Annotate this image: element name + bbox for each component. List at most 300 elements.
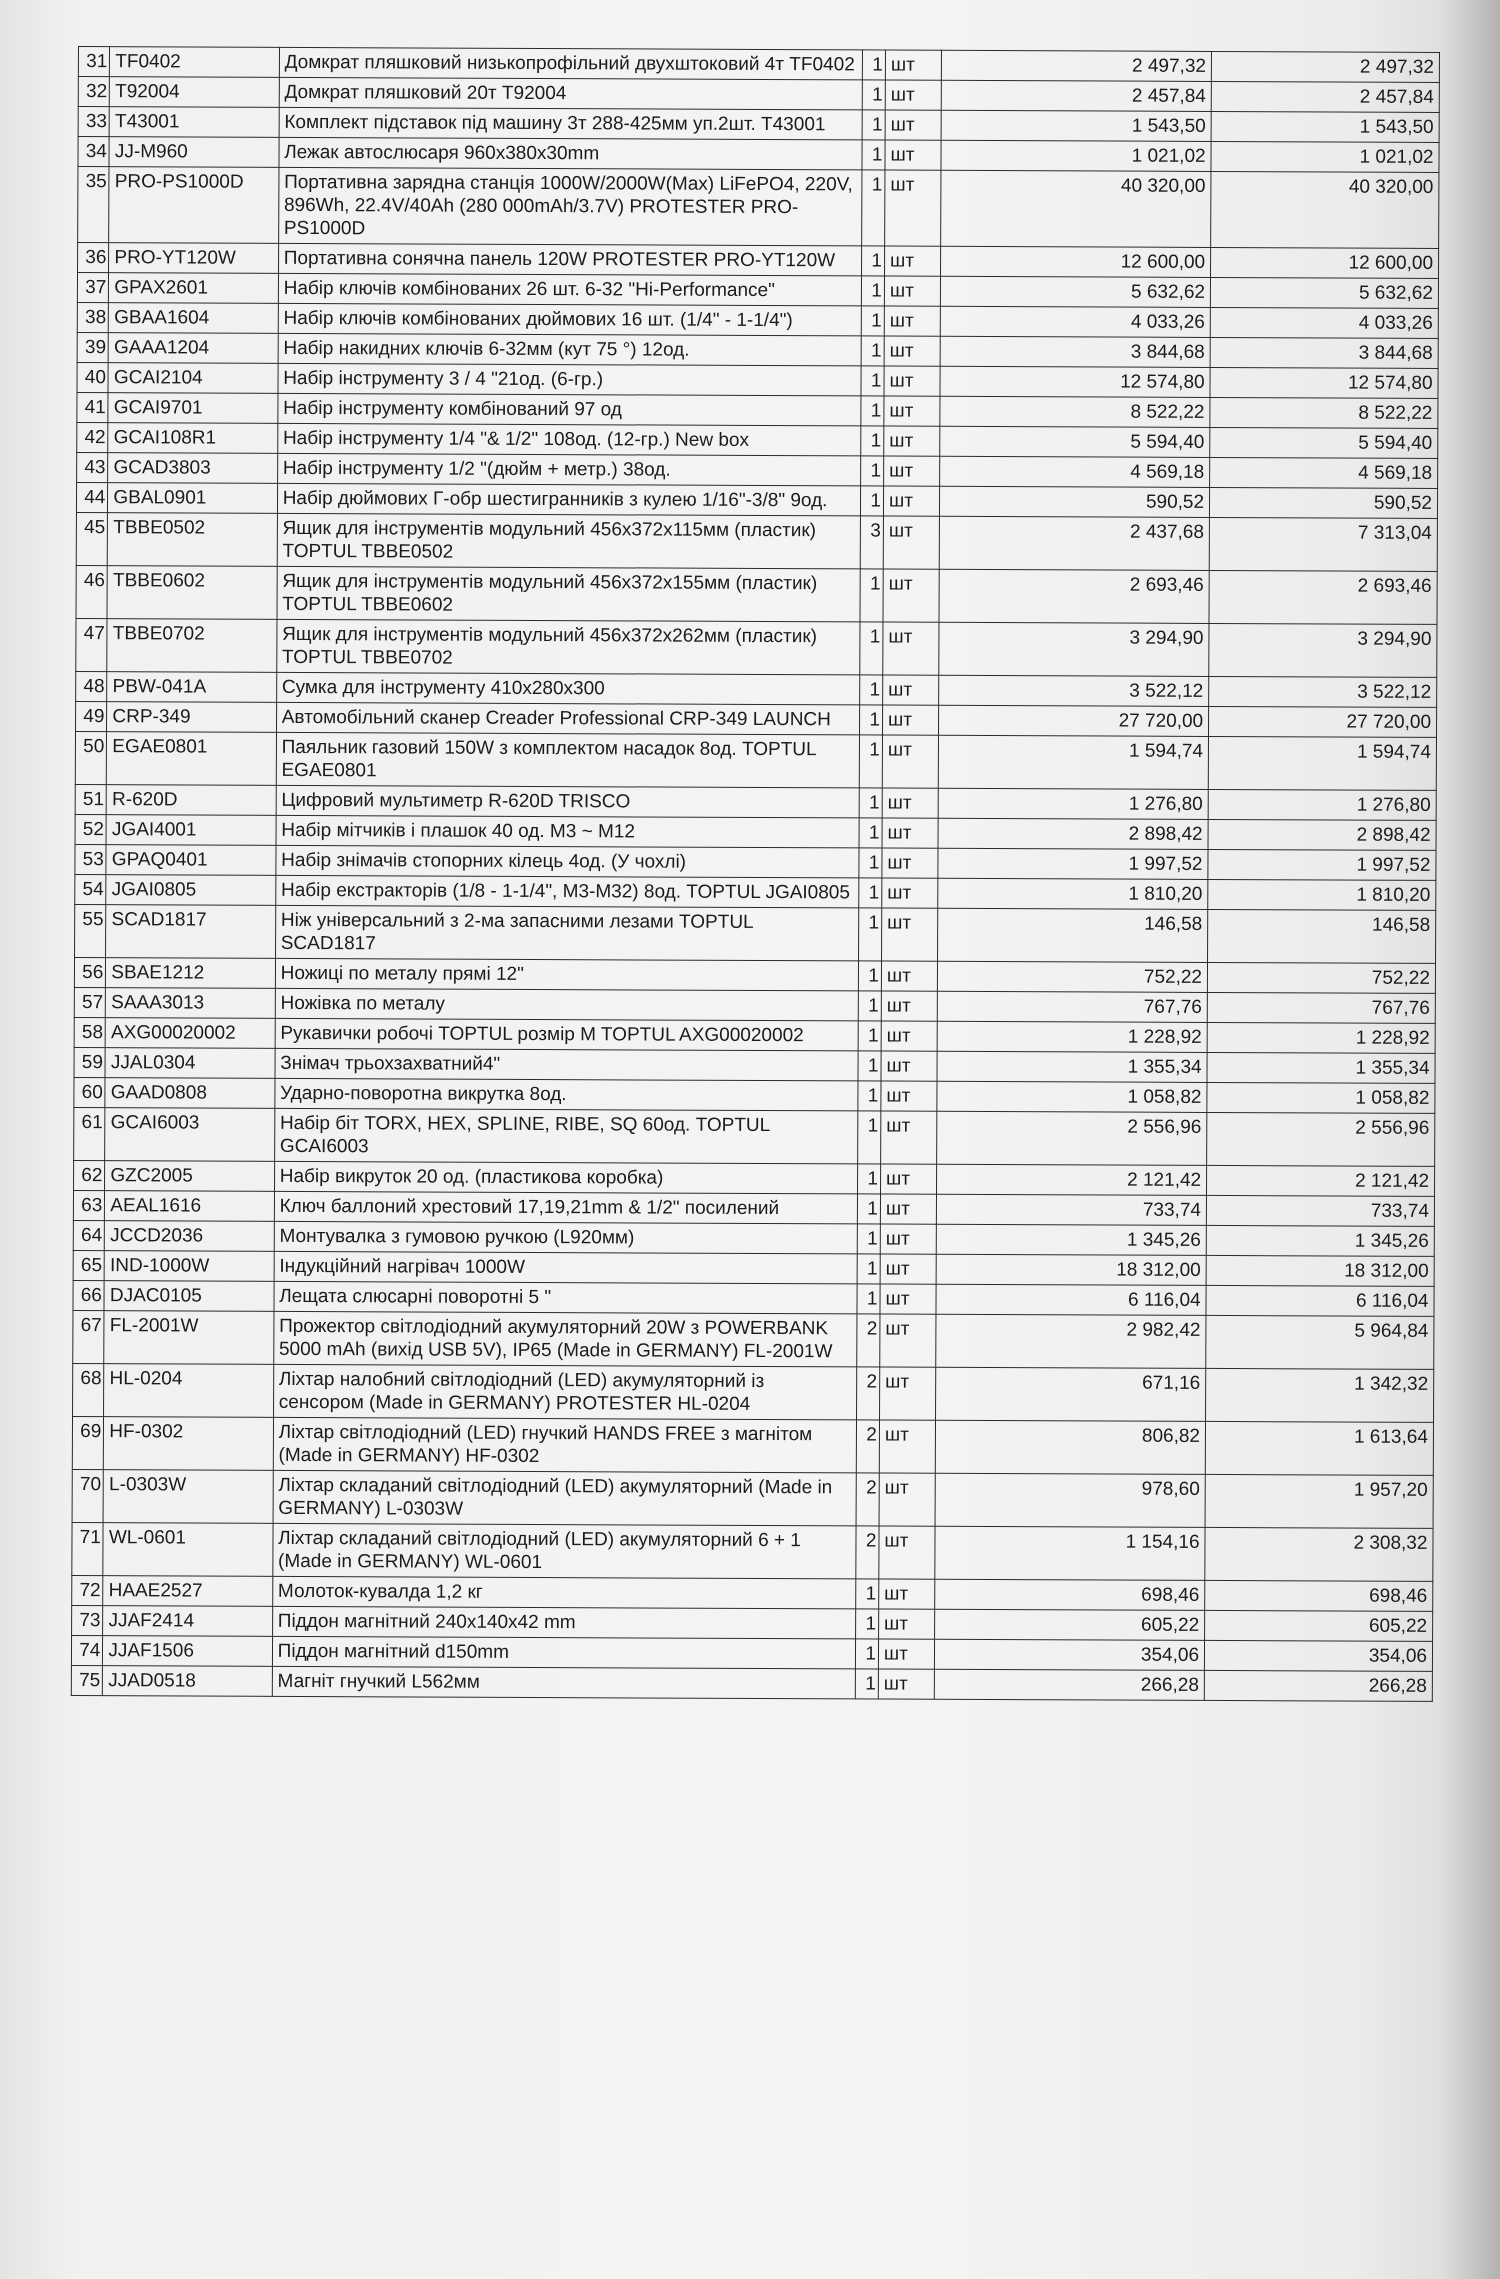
product-code: GPAQ0401 [106, 845, 275, 876]
product-code: TBBE0702 [107, 619, 277, 673]
product-code: GCAI2104 [108, 363, 277, 394]
product-code: PBW-041A [107, 672, 276, 703]
table-row [72, 1416, 1433, 1475]
product-name: Прожектор світлодіодний акумуляторний 20W з POWERBANK 5000 mAh (вихід USB 5V), IP65 (Made in GERMANY) FL-2001W [273, 1311, 857, 1367]
unit-price: 605,22 [935, 1609, 1205, 1640]
line-total: 1 342,32 [1206, 1368, 1434, 1422]
line-total: 698,46 [1205, 1580, 1433, 1611]
quantity: 1 [858, 1021, 881, 1051]
product-code: JJAF1506 [103, 1636, 272, 1667]
unit-price: 1 997,52 [938, 848, 1208, 879]
product-name: Цифровий мультиметр R-620D TRISCO [276, 785, 859, 818]
quantity: 1 [859, 705, 882, 735]
product-code: HF-0302 [104, 1417, 274, 1471]
row-number: 32 [78, 77, 109, 107]
line-total: 1 810,20 [1208, 879, 1436, 910]
line-total: 146,58 [1208, 909, 1436, 963]
row-number: 46 [76, 565, 108, 618]
product-code: PRO-YT120W [109, 243, 278, 274]
product-name: Набір інструменту 3 / 4 "21од. (6-гр.) [278, 363, 861, 396]
quantity: 1 [861, 396, 884, 426]
row-number: 68 [73, 1363, 105, 1416]
quantity: 1 [857, 1164, 880, 1194]
unit-price: 6 116,04 [936, 1284, 1206, 1315]
unit: шт [880, 1164, 937, 1194]
quantity: 1 [858, 908, 881, 961]
product-name: Набір мітчиків і плашок 40 од. М3 ~ М12 [276, 815, 859, 848]
unit: шт [879, 1526, 936, 1579]
row-number: 63 [73, 1190, 104, 1220]
table-row [72, 1522, 1433, 1581]
row-number: 56 [74, 957, 105, 987]
line-total: 8 522,22 [1210, 397, 1438, 428]
unit-price: 590,52 [940, 486, 1210, 517]
quantity: 1 [858, 991, 881, 1021]
line-total: 1 613,64 [1205, 1421, 1433, 1475]
line-total: 354,06 [1205, 1640, 1433, 1671]
unit: шт [878, 1639, 935, 1669]
unit-price: 1 228,92 [938, 1021, 1208, 1052]
product-code: FL-2001W [104, 1311, 274, 1365]
product-code: T43001 [109, 107, 278, 138]
unit: шт [882, 878, 939, 908]
product-code: HAAE2527 [103, 1576, 272, 1607]
line-total: 4 033,26 [1210, 307, 1438, 338]
product-name: Ліхтар складаний світлодіодний (LED) акумуляторний 6 + 1 (Made in GERMANY) WL-0601 [273, 1523, 857, 1579]
product-code: R-620D [107, 785, 276, 816]
quantity: 1 [859, 818, 882, 848]
product-name: Лежак автослюсаря 960х380х30mm [279, 137, 862, 170]
unit: шт [880, 1284, 937, 1314]
unit: шт [878, 1669, 935, 1699]
line-total: 2 556,96 [1207, 1112, 1435, 1166]
product-code: GZC2005 [105, 1161, 274, 1192]
quantity: 2 [857, 1314, 880, 1367]
quantity: 1 [861, 456, 884, 486]
unit-price: 5 632,62 [941, 276, 1211, 307]
unit-price: 2 693,46 [939, 569, 1209, 623]
product-code: TBBE0502 [108, 513, 278, 567]
product-code: T92004 [110, 77, 279, 108]
unit-price: 2 437,68 [940, 516, 1210, 570]
line-total: 733,74 [1206, 1195, 1434, 1226]
quantity: 2 [856, 1367, 879, 1420]
product-name: Ліхтар світлодіодний (LED) гнучкий HANDS FREE з магнітом (Made in GERMANY) HF-0302 [273, 1417, 857, 1473]
row-number: 34 [78, 137, 109, 167]
unit-price: 4 033,26 [941, 306, 1211, 337]
line-total: 6 116,04 [1206, 1285, 1434, 1316]
product-code: AXG00020002 [105, 1018, 274, 1049]
row-number: 59 [74, 1047, 105, 1077]
unit: шт [881, 1021, 938, 1051]
unit-price: 12 574,80 [940, 366, 1210, 397]
unit-price: 3 522,12 [939, 675, 1209, 706]
unit: шт [884, 246, 941, 276]
row-number: 58 [74, 1017, 105, 1047]
row-number: 71 [72, 1522, 104, 1575]
unit: шт [885, 170, 942, 246]
unit-price: 354,06 [935, 1639, 1205, 1670]
unit: шт [880, 1314, 937, 1367]
product-name: Автомобільний сканер Creader Professional CRP-349 LAUNCH [276, 702, 859, 735]
product-code: GAAD0808 [105, 1078, 274, 1109]
row-number: 45 [76, 512, 108, 565]
unit: шт [884, 306, 941, 336]
line-total: 1 543,50 [1211, 111, 1439, 142]
product-name: Набір накидних ключів 6-32мм (кут 75 °) 12од. [278, 333, 861, 366]
line-total: 1 058,82 [1207, 1082, 1435, 1113]
unit-price: 27 720,00 [939, 705, 1209, 736]
product-code: JJAF2414 [103, 1606, 272, 1637]
unit-price: 1 276,80 [939, 788, 1209, 819]
line-total: 1 594,74 [1208, 736, 1436, 790]
row-number: 60 [74, 1077, 105, 1107]
product-name: Набір ключів комбінованих 26 шт. 6-32 "Hi-Performance" [278, 273, 861, 306]
table-row [75, 904, 1436, 963]
unit: шт [882, 848, 939, 878]
unit-price: 12 600,00 [941, 246, 1211, 277]
row-number: 41 [77, 392, 108, 422]
line-total: 266,28 [1204, 1670, 1432, 1701]
unit-price: 266,28 [935, 1669, 1205, 1700]
product-name: Ящик для інструментів модульний 456х372х262мм (пластик) TOPTUL TBBE0702 [276, 619, 860, 675]
product-code: SAAA3013 [106, 988, 275, 1019]
unit: шт [881, 1081, 938, 1111]
product-code: JJ-M960 [109, 137, 278, 168]
unit-price: 1 810,20 [938, 878, 1208, 909]
unit: шт [881, 991, 938, 1021]
unit-price: 752,22 [938, 961, 1208, 992]
table-row [73, 1310, 1434, 1369]
quantity: 1 [860, 675, 883, 705]
line-total: 1 021,02 [1211, 141, 1439, 172]
unit: шт [881, 1111, 938, 1164]
unit-price: 1 543,50 [941, 110, 1211, 141]
product-name: Набір знімачів стопорних кілець 4од. (У чохлі) [276, 845, 859, 878]
line-total: 40 320,00 [1211, 171, 1439, 248]
row-number: 35 [78, 167, 110, 243]
quantity: 1 [859, 878, 882, 908]
unit: шт [879, 1367, 936, 1420]
product-name: Набір викруток 20 од. (пластикова коробка) [274, 1161, 857, 1194]
unit: шт [883, 622, 940, 675]
line-total: 1 997,52 [1208, 849, 1436, 880]
table-row [76, 565, 1437, 624]
line-total: 7 313,04 [1209, 517, 1437, 571]
quantity: 3 [860, 516, 883, 569]
product-code: JGAI0805 [106, 875, 275, 906]
unit: шт [883, 569, 940, 622]
row-number: 66 [73, 1280, 104, 1310]
row-number: 53 [75, 844, 106, 874]
unit-price: 767,76 [938, 991, 1208, 1022]
row-number: 67 [73, 1310, 105, 1363]
product-code: GCAI108R1 [108, 423, 277, 454]
unit-price: 18 312,00 [936, 1254, 1206, 1285]
unit: шт [882, 705, 939, 735]
unit: шт [880, 1254, 937, 1284]
product-code: TBBE0602 [107, 566, 277, 620]
row-number: 69 [72, 1416, 104, 1469]
unit: шт [882, 818, 939, 848]
product-name: Магніт гнучкий L562мм [272, 1666, 855, 1699]
quantity: 1 [858, 1051, 881, 1081]
quantity: 1 [862, 110, 885, 140]
product-name: Набір інструменту комбінований 97 од [278, 393, 861, 426]
line-total: 18 312,00 [1206, 1255, 1434, 1286]
product-name: Ударно-поворотна викрутка 8од. [275, 1078, 858, 1111]
unit-price: 1 594,74 [939, 735, 1209, 789]
invoice-items-table [71, 46, 1440, 1702]
unit: шт [885, 80, 942, 110]
invoice-items-body [71, 47, 1439, 1702]
line-total: 27 720,00 [1209, 706, 1437, 737]
unit-price: 733,74 [937, 1194, 1207, 1225]
row-number: 52 [75, 814, 106, 844]
unit-price: 2 121,42 [937, 1164, 1207, 1195]
product-code: PRO-PS1000D [109, 167, 279, 244]
product-code: GBAL0901 [108, 483, 277, 514]
quantity: 2 [856, 1420, 879, 1473]
product-name: Набір інструменту 1/4 "& 1/2" 108од. (12-гр.) New box [277, 423, 860, 456]
product-code: EGAE0801 [107, 732, 277, 786]
unit: шт [880, 1194, 937, 1224]
unit-price: 1 355,34 [937, 1051, 1207, 1082]
quantity: 1 [862, 80, 885, 110]
product-code: JGAI4001 [106, 815, 275, 846]
product-name: Ножиці по металу прямі 12" [275, 958, 858, 991]
unit: шт [884, 366, 941, 396]
unit: шт [881, 961, 938, 991]
row-number: 48 [76, 671, 107, 701]
product-code: JJAD0518 [103, 1666, 272, 1697]
quantity: 1 [859, 848, 882, 878]
product-code: GCAD3803 [108, 453, 277, 484]
product-code: JJAL0304 [105, 1048, 274, 1079]
line-total: 590,52 [1210, 487, 1438, 518]
line-total: 605,22 [1205, 1610, 1433, 1641]
row-number: 39 [77, 332, 108, 362]
product-code: L-0303W [103, 1470, 273, 1524]
row-number: 36 [78, 243, 109, 273]
product-code: GPAX2601 [109, 273, 278, 304]
product-name: Сумка для інструменту 410х280х300 [276, 672, 859, 705]
unit-price: 3 844,68 [941, 336, 1211, 367]
product-name: Ліхтар налобний світлодіодний (LED) акумуляторний із сенсором (Made in GERMANY) PROTESTER HL-0204 [273, 1364, 857, 1420]
unit-price: 671,16 [936, 1367, 1206, 1421]
quantity: 1 [859, 788, 882, 818]
quantity: 1 [856, 1609, 879, 1639]
row-number: 74 [71, 1635, 102, 1665]
row-number: 54 [75, 874, 106, 904]
product-name: Монтувалка з гумовою ручкою (L920мм) [274, 1221, 857, 1254]
quantity: 1 [862, 170, 885, 246]
quantity: 1 [858, 1111, 881, 1164]
unit-price: 1 345,26 [937, 1224, 1207, 1255]
quantity: 1 [862, 140, 885, 170]
line-total: 752,22 [1207, 962, 1435, 993]
quantity: 1 [861, 366, 884, 396]
quantity: 1 [860, 569, 883, 622]
product-code: WL-0601 [103, 1523, 273, 1577]
product-name: Індукційний нагрівач 1000W [274, 1251, 857, 1284]
line-total: 1 957,20 [1205, 1474, 1433, 1528]
line-total: 1 228,92 [1207, 1022, 1435, 1053]
product-code: DJAC0105 [104, 1281, 273, 1312]
unit: шт [879, 1473, 936, 1526]
unit: шт [884, 456, 941, 486]
line-total: 2 308,32 [1205, 1527, 1433, 1581]
product-name: Ключ баллоний хрестовий 17,19,21mm & 1/2" посилений [274, 1191, 857, 1224]
product-name: Ножівка по металу [275, 988, 858, 1021]
unit: шт [883, 675, 940, 705]
unit: шт [880, 1224, 937, 1254]
unit: шт [879, 1609, 936, 1639]
unit-price: 698,46 [935, 1579, 1205, 1610]
unit: шт [884, 426, 941, 456]
line-total: 1 276,80 [1208, 789, 1436, 820]
row-number: 40 [77, 362, 108, 392]
product-name: Ніж універсальний з 2-ма запасними лезами TOPTUL SCAD1817 [275, 905, 859, 961]
product-name: Домкрат пляшковий 20т T92004 [279, 77, 862, 110]
unit: шт [885, 140, 942, 170]
product-name: Піддон магнітний d150mm [272, 1636, 855, 1669]
line-total: 2 693,46 [1209, 570, 1437, 624]
product-code: GAAA1204 [108, 333, 277, 364]
row-number: 49 [76, 701, 107, 731]
row-number: 73 [72, 1605, 103, 1635]
table-row [73, 1363, 1434, 1422]
line-total: 1 345,26 [1206, 1225, 1434, 1256]
quantity: 1 [861, 306, 884, 336]
row-number: 61 [74, 1107, 106, 1160]
row-number: 31 [78, 47, 109, 77]
unit: шт [883, 516, 940, 569]
unit-price: 2 556,96 [937, 1111, 1207, 1165]
line-total: 12 574,80 [1210, 367, 1438, 398]
quantity: 2 [856, 1473, 879, 1526]
product-name: Ящик для інструментів модульний 456х372х155мм (пластик) TOPTUL TBBE0602 [277, 566, 861, 622]
row-number: 64 [73, 1220, 104, 1250]
product-name: Портативна сонячна панель 120W PROTESTER PRO-YT120W [278, 243, 861, 276]
table-row [78, 167, 1439, 249]
product-name: Знімач трьохзахватний4" [275, 1048, 858, 1081]
unit: шт [884, 276, 941, 306]
product-code: GCAI9701 [108, 393, 277, 424]
product-name: Рукавички робочі TOPTUL розмір M TOPTUL AXG00020002 [275, 1018, 858, 1051]
product-name: Набір ключів комбінованих дюймових 16 шт. (1/4" - 1-1/4") [278, 303, 861, 336]
line-total: 2 497,32 [1211, 51, 1439, 82]
table-row [72, 1469, 1433, 1528]
quantity: 1 [859, 735, 882, 788]
unit-price: 2 497,32 [942, 50, 1212, 81]
product-code: AEAL1616 [105, 1191, 274, 1222]
quantity: 1 [861, 426, 884, 456]
product-name: Портативна зарядна станція 1000W/2000W(Max) LiFePO4, 220V, 896Wh, 22.4V/40Ah (280 000mAh/3.7V) PROTESTER PRO-PS1000D [278, 167, 862, 246]
product-code: GCAI6003 [105, 1108, 275, 1162]
quantity: 1 [860, 486, 883, 516]
line-total: 5 594,40 [1210, 427, 1438, 458]
unit-price: 40 320,00 [941, 170, 1211, 247]
row-number: 44 [76, 482, 107, 512]
line-total: 2 121,42 [1207, 1165, 1435, 1196]
quantity: 1 [857, 1284, 880, 1314]
quantity: 1 [855, 1669, 878, 1699]
table-row [75, 731, 1436, 790]
quantity: 1 [856, 1579, 879, 1609]
line-total: 2 898,42 [1208, 819, 1436, 850]
unit-price: 806,82 [936, 1420, 1206, 1474]
quantity: 1 [857, 1224, 880, 1254]
line-total: 12 600,00 [1211, 247, 1439, 278]
quantity: 1 [861, 246, 884, 276]
row-number: 65 [73, 1250, 104, 1280]
row-number: 33 [78, 107, 109, 137]
row-number: 42 [77, 422, 108, 452]
page-edge-shadow [1440, 0, 1500, 2279]
unit: шт [885, 50, 942, 80]
product-name: Набір дюймових Г-обр шестигранників з кулею 1/16"-3/8" 9од. [277, 483, 860, 516]
table-row [71, 1665, 1432, 1701]
product-code: TF0402 [110, 47, 279, 78]
line-total: 3 294,90 [1209, 623, 1437, 677]
line-total: 3 844,68 [1210, 337, 1438, 368]
quantity: 1 [855, 1639, 878, 1669]
line-total: 1 355,34 [1207, 1052, 1435, 1083]
line-total: 4 569,18 [1210, 457, 1438, 488]
unit: шт [882, 788, 939, 818]
table-row [76, 512, 1437, 571]
unit-price: 1 058,82 [937, 1081, 1207, 1112]
product-name: Ящик для інструментів модульний 456х372х115мм (пластик) TOPTUL TBBE0502 [277, 513, 861, 569]
unit: шт [879, 1420, 936, 1473]
row-number: 38 [77, 302, 108, 332]
product-name: Молоток-кувалда 1,2 кг [272, 1576, 855, 1609]
product-name: Піддон магнітний 240х140х42 mm [272, 1606, 855, 1639]
product-name: Ліхтар складаний світлодіодний (LED) акумуляторний (Made in GERMANY) L-0303W [273, 1470, 857, 1526]
unit-price: 1 154,16 [935, 1526, 1205, 1580]
product-code: GBAA1604 [109, 303, 278, 334]
row-number: 75 [71, 1665, 102, 1695]
unit-price: 5 594,40 [940, 426, 1210, 457]
product-code: SBAE1212 [106, 958, 275, 989]
row-number: 62 [74, 1160, 105, 1190]
row-number: 57 [74, 987, 105, 1017]
product-code: CRP-349 [107, 702, 276, 733]
unit-price: 3 294,90 [939, 622, 1209, 676]
product-name: Домкрат пляшковий низькопрофільний двухштоковий 4т TF0402 [279, 47, 862, 80]
quantity: 1 [857, 1194, 880, 1224]
unit-price: 2 898,42 [938, 818, 1208, 849]
row-number: 55 [75, 904, 107, 957]
unit: шт [883, 486, 940, 516]
unit: шт [879, 1579, 936, 1609]
unit-price: 2 457,84 [942, 80, 1212, 111]
unit-price: 4 569,18 [940, 456, 1210, 487]
table-row [74, 1107, 1435, 1166]
row-number: 37 [77, 273, 108, 303]
row-number: 72 [72, 1575, 103, 1605]
unit: шт [884, 396, 941, 426]
unit-price: 8 522,22 [940, 396, 1210, 427]
unit-price: 146,58 [938, 908, 1208, 962]
quantity: 1 [861, 336, 884, 366]
product-name: Паяльник газовий 150W з комплектом насадок 8од. TOPTUL EGAE0801 [276, 732, 860, 788]
line-total: 5 964,84 [1206, 1315, 1434, 1369]
product-name: Набір екстракторів (1/8 - 1-1/4", М3-М32) 8од. TOPTUL JGAI0805 [275, 875, 858, 908]
product-code: HL-0204 [104, 1364, 274, 1418]
quantity: 1 [858, 1081, 881, 1111]
